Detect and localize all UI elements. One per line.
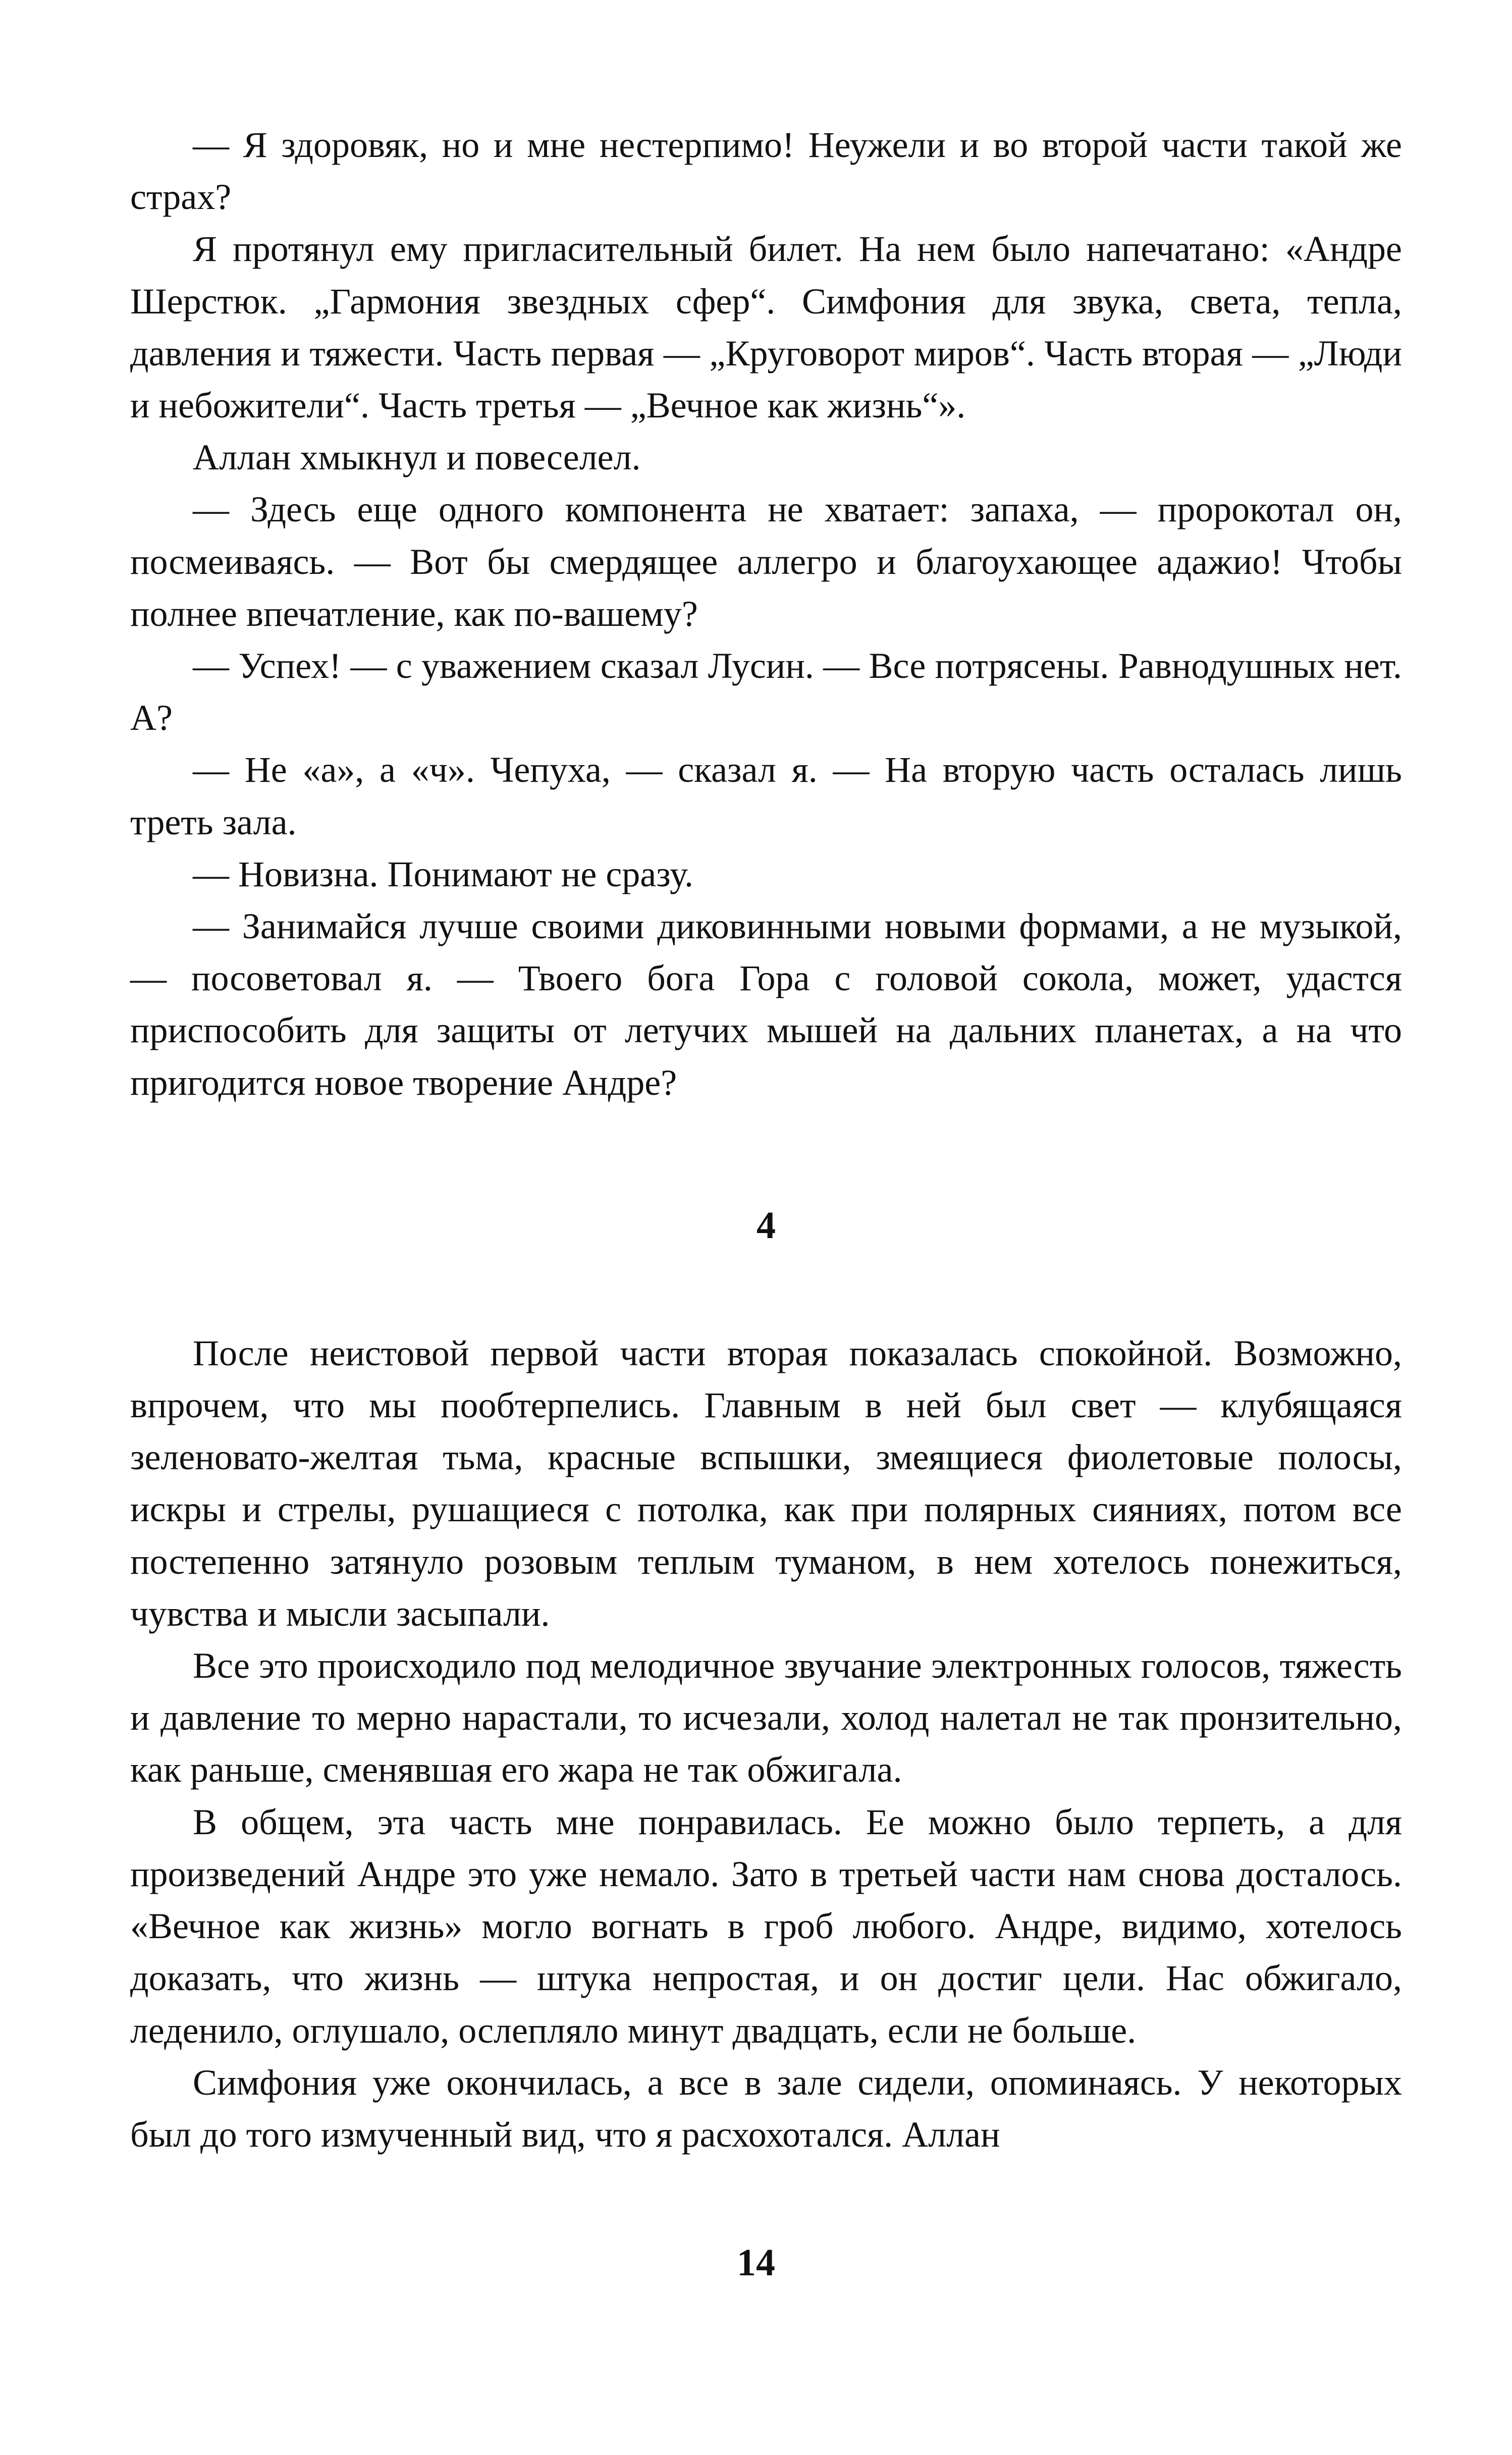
paragraph: Симфония уже окончилась, а все в зале сидели, опоминаясь. У некоторых был до того измученный вид, что я расхохотался. Аллан bbox=[130, 2062, 1402, 2155]
paragraph: В общем, эта часть мне понравилась. Ее можно было терпеть, а для произведений Андре это уже немало. Зато в третьей части нам снова досталось. «Вечное как жизнь» могло вогнать в гроб любого. Андре, видимо, хотелось доказать, что жизнь — штука непростая, и он достиг цели. Нас обжигало, леденило, оглушало, ослепляло минут двадцать, если не больше. bbox=[130, 1801, 1402, 2051]
page-body bbox=[130, 119, 1402, 2161]
page-number: 14 bbox=[737, 2241, 775, 2284]
paragraph: — Новизна. Понимают не сразу. bbox=[193, 853, 693, 894]
paragraph: — Успех! — с уважением сказал Лусин. — Все потрясены. Равнодушных нет. А? bbox=[130, 646, 1402, 738]
paragraph: — Здесь еще одного компонента не хватает: запаха, — пророкотал он, посмеиваясь. — Вот бы смердящее аллегро и благоухающее адажио! Чтобы полнее впечатление, как по-вашему? bbox=[130, 489, 1402, 634]
paragraph: — Я здоровяк, но и мне нестерпимо! Неужели и во второй части такой же страх? bbox=[130, 125, 1402, 218]
paragraph: — Занимайся лучше своими диковинными новыми формами, а не музыкой, — посоветовал я. — Твоего бога Гора с головой сокола, может, удастся приспособить для защиты от летучих мышей на дальних планетах, а на что пригодится новое творение Андре? bbox=[130, 906, 1402, 1103]
chapter-heading: 4 bbox=[757, 1204, 776, 1247]
paragraph: После неистовой первой части вторая показалась спокойной. Возможно, впрочем, что мы пообтерпелись. Главным в ней был свет — клубящаяся зеленовато-желтая тьма, красные вспышки, змеящиеся фиолетовые полосы, искры и стрелы, рушащиеся с потолка, как при полярных сияниях, потом все постепенно затянуло розовым теплым туманом, в нем хотелось понежиться, чувства и мысли засыпали. bbox=[130, 1332, 1402, 1634]
paragraph: Все это происходило под мелодичное звучание электронных голосов, тяжесть и давление то мерно нарастали, то исчезали, холод налетал не так пронзительно, как раньше, сменявшая его жара не так обжигала. bbox=[130, 1645, 1402, 1790]
paragraph: Я протянул ему пригласительный билет. На нем было напечатано: «Андре Шерстюк. „Гармония звездных сфер“. Симфония для звука, света, тепла, давления и тяжести. Часть первая — „Круговорот миров“. Часть вторая — „Люди и небожители“. Часть третья — „Вечное как жизнь“». bbox=[130, 229, 1402, 426]
paragraph: — Не «а», а «ч». Чепуха, — сказал я. — На вторую часть осталась лишь треть зала. bbox=[130, 750, 1402, 842]
paragraph: Аллан хмыкнул и повеселел. bbox=[193, 437, 641, 478]
